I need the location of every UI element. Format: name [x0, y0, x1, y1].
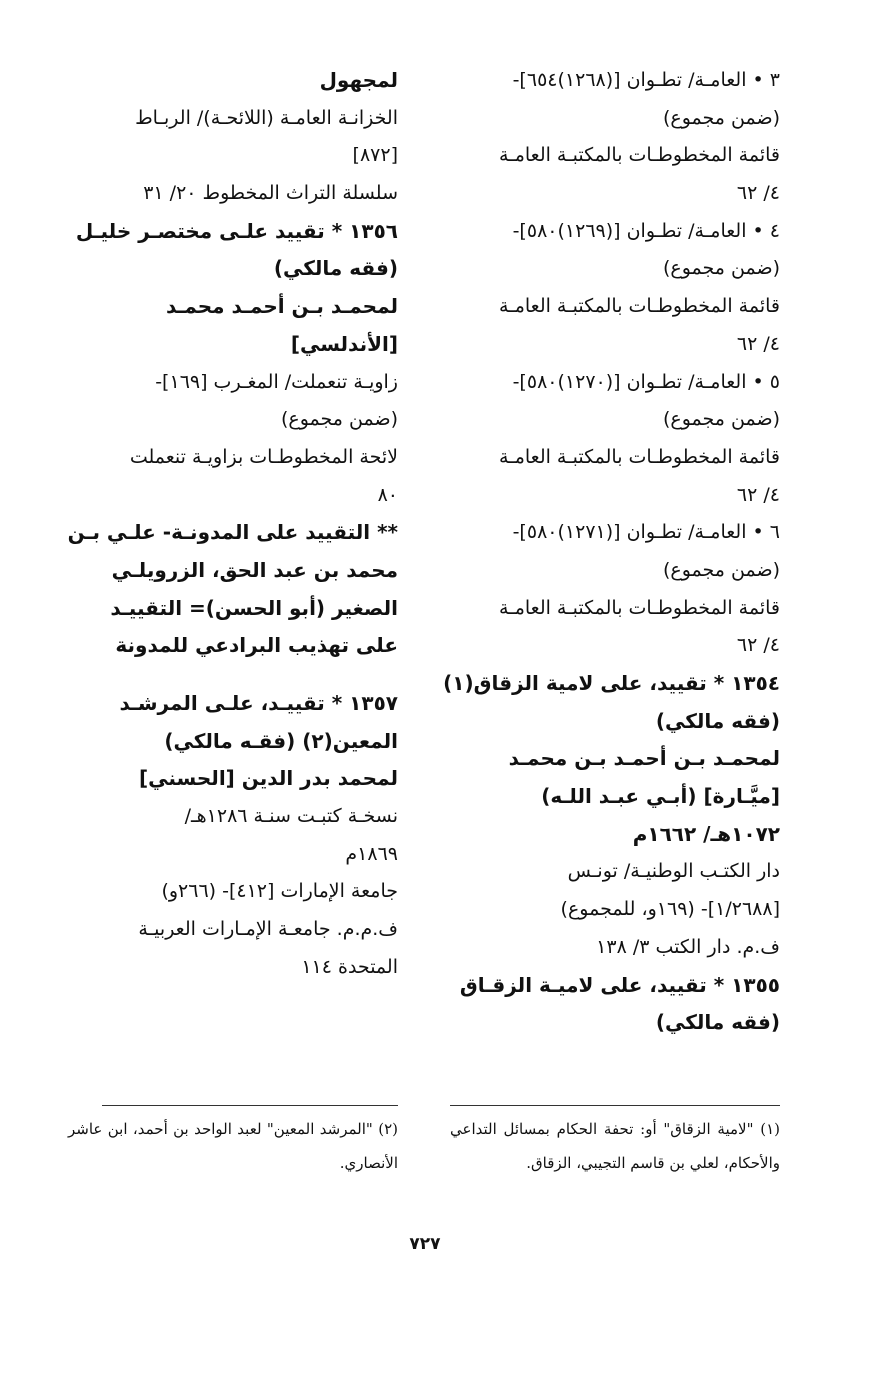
entry-detail-line: جامعة الإمارات [٤١٢]- (٢٦٦و) [161, 880, 398, 903]
entry-detail-line: زاويـة تنعملت/ المغـرب [١٦٩]- [155, 370, 398, 393]
footnote-left: (٢) "المرشد المعين" لعبد الواحد بن أحمد، ابن عاشر الأنصاري. [68, 1120, 398, 1172]
entry-detail-line: نسخـة كتبـت سنـة ١٢٨٦هـ/ [184, 805, 398, 828]
entry-heading-line: محمد بن عبد الحق، الزرويلـي [111, 557, 398, 582]
left-column [50, 62, 398, 987]
entry-detail-line: (ضمن مجموع) [662, 257, 780, 280]
entry-detail-line: لائحة المخطوطـات بزاويـة تنعملت [129, 445, 398, 468]
entry-detail-line: الخزانـة العامـة (اللائحـة)/ الربـاط [135, 106, 398, 129]
entry-detail-line: ٤/ ٦٢ [736, 483, 780, 506]
entry-heading-line: (فقه مالكي) [655, 1010, 780, 1035]
entry-heading-line: (فقه مالكي) [273, 256, 398, 281]
entry-heading-line: ١٣٥٧ * تقييـد، علـى المرشـد [119, 691, 398, 715]
footnote-separator-left [102, 1105, 398, 1106]
entry-heading-line: [ميَّـارة] (أبـي عبـد اللـه) [541, 784, 780, 809]
entry-detail-line: قائمة المخطوطـات بالمكتبـة العامـة [498, 445, 780, 468]
entry-heading-line: ١٣٥٤ * تقييد، على لامية الزقاق(١) [443, 671, 780, 695]
entry-detail-line: ١٨٦٩م [345, 842, 398, 865]
entry-detail-line: (ضمن مجموع) [280, 408, 398, 431]
entry-heading-line: ١٣٥٦ * تقييد علـى مختصـر خليـل [75, 218, 398, 243]
right-column [435, 62, 780, 1042]
entry-detail-line: [١/٢٦٨٨]- (١٦٩و، للمجموع) [560, 898, 780, 921]
entry-detail-line: ٤/ ٦٢ [736, 634, 780, 657]
footnote-separator-right [450, 1105, 780, 1106]
entry-detail-line: (ضمن مجموع) [662, 408, 780, 431]
entry-detail-line: (ضمن مجموع) [662, 558, 780, 581]
entry-detail-line: ٦ • العامـة/ تطـوان [(١٢٧١)٥٨٠]- [512, 521, 780, 544]
entry-detail-line: ٥ • العامـة/ تطـوان [(١٢٧٠)٥٨٠]- [512, 370, 780, 393]
block-gap [50, 665, 398, 685]
entry-heading-line: لمحمـد بـن أحمـد محمـد [165, 294, 398, 319]
entry-heading-line: لمحمـد بـن أحمـد بـن محمـد [508, 746, 780, 771]
entry-detail-line: المتحدة ١١٤ [301, 955, 398, 978]
entry-detail-line: قائمة المخطوطـات بالمكتبـة العامـة [498, 144, 780, 167]
entry-detail-line: قائمة المخطوطـات بالمكتبـة العامـة [498, 295, 780, 318]
entry-detail-line: قائمة المخطوطـات بالمكتبـة العامـة [498, 596, 780, 619]
entry-detail-line: دار الكتـب الوطنيـة/ تونـس [567, 860, 780, 883]
entry-detail-line: ٤ • العامـة/ تطـوان [(١٢٦٩)٥٨٠]- [512, 219, 780, 242]
entry-heading-line: لمجهول [319, 68, 398, 92]
entry-detail-line: ٤/ ٦٢ [736, 182, 780, 205]
entry-detail-line: (ضمن مجموع) [662, 106, 780, 129]
entry-heading-line: المعين(٢) (فقـه مالكي) [164, 728, 398, 753]
entry-heading-line: ١٣٥٥ * تقييد، على لاميـة الزقـاق [459, 972, 780, 997]
entry-detail-line: ٤/ ٦٢ [736, 332, 780, 355]
footnote-right: (١) "لامية الزقاق" أو: تحفة الحكام بمسائل التداعي والأحكام، لعلي بن قاسم التجيبي، الزقاق. [450, 1120, 780, 1172]
entry-detail-line: [٨٧٢] [352, 144, 398, 167]
entry-detail-line: ف.م.م. جامعـة الإمـارات العربيـة [138, 918, 398, 941]
entry-heading-line: [الأندلسي] [290, 331, 398, 356]
entry-heading-line: ١٠٧٢هـ/ ١٦٦٢م [632, 821, 780, 846]
left-column-bottom-block [50, 685, 398, 987]
left-column-top-block [50, 62, 398, 665]
entry-heading-line: لمحمد بدر الدين [الحسني] [139, 766, 398, 791]
entry-heading-line: (فقه مالكي) [655, 708, 780, 733]
entry-heading-line: ** التقييد على المدونـة- علـي بـن [67, 520, 398, 545]
page-number: ٧٢٧ [409, 1234, 441, 1254]
entry-detail-line: ف.م. دار الكتب ٣/ ١٣٨ [596, 935, 780, 958]
entry-heading-line: الصغير (أبو الحسن)= التقييـد [110, 595, 398, 620]
entry-detail-line: سلسلة التراث المخطوط ٢٠/ ٣١ [143, 182, 398, 205]
entry-detail-line: ٨٠ [377, 483, 398, 506]
entry-detail-line: ٣ • العامـة/ تطـوان [(١٢٦٨)٦٥٤]- [512, 69, 780, 91]
entry-heading-line: على تهذيب البرادعي للمدونة [115, 633, 398, 658]
